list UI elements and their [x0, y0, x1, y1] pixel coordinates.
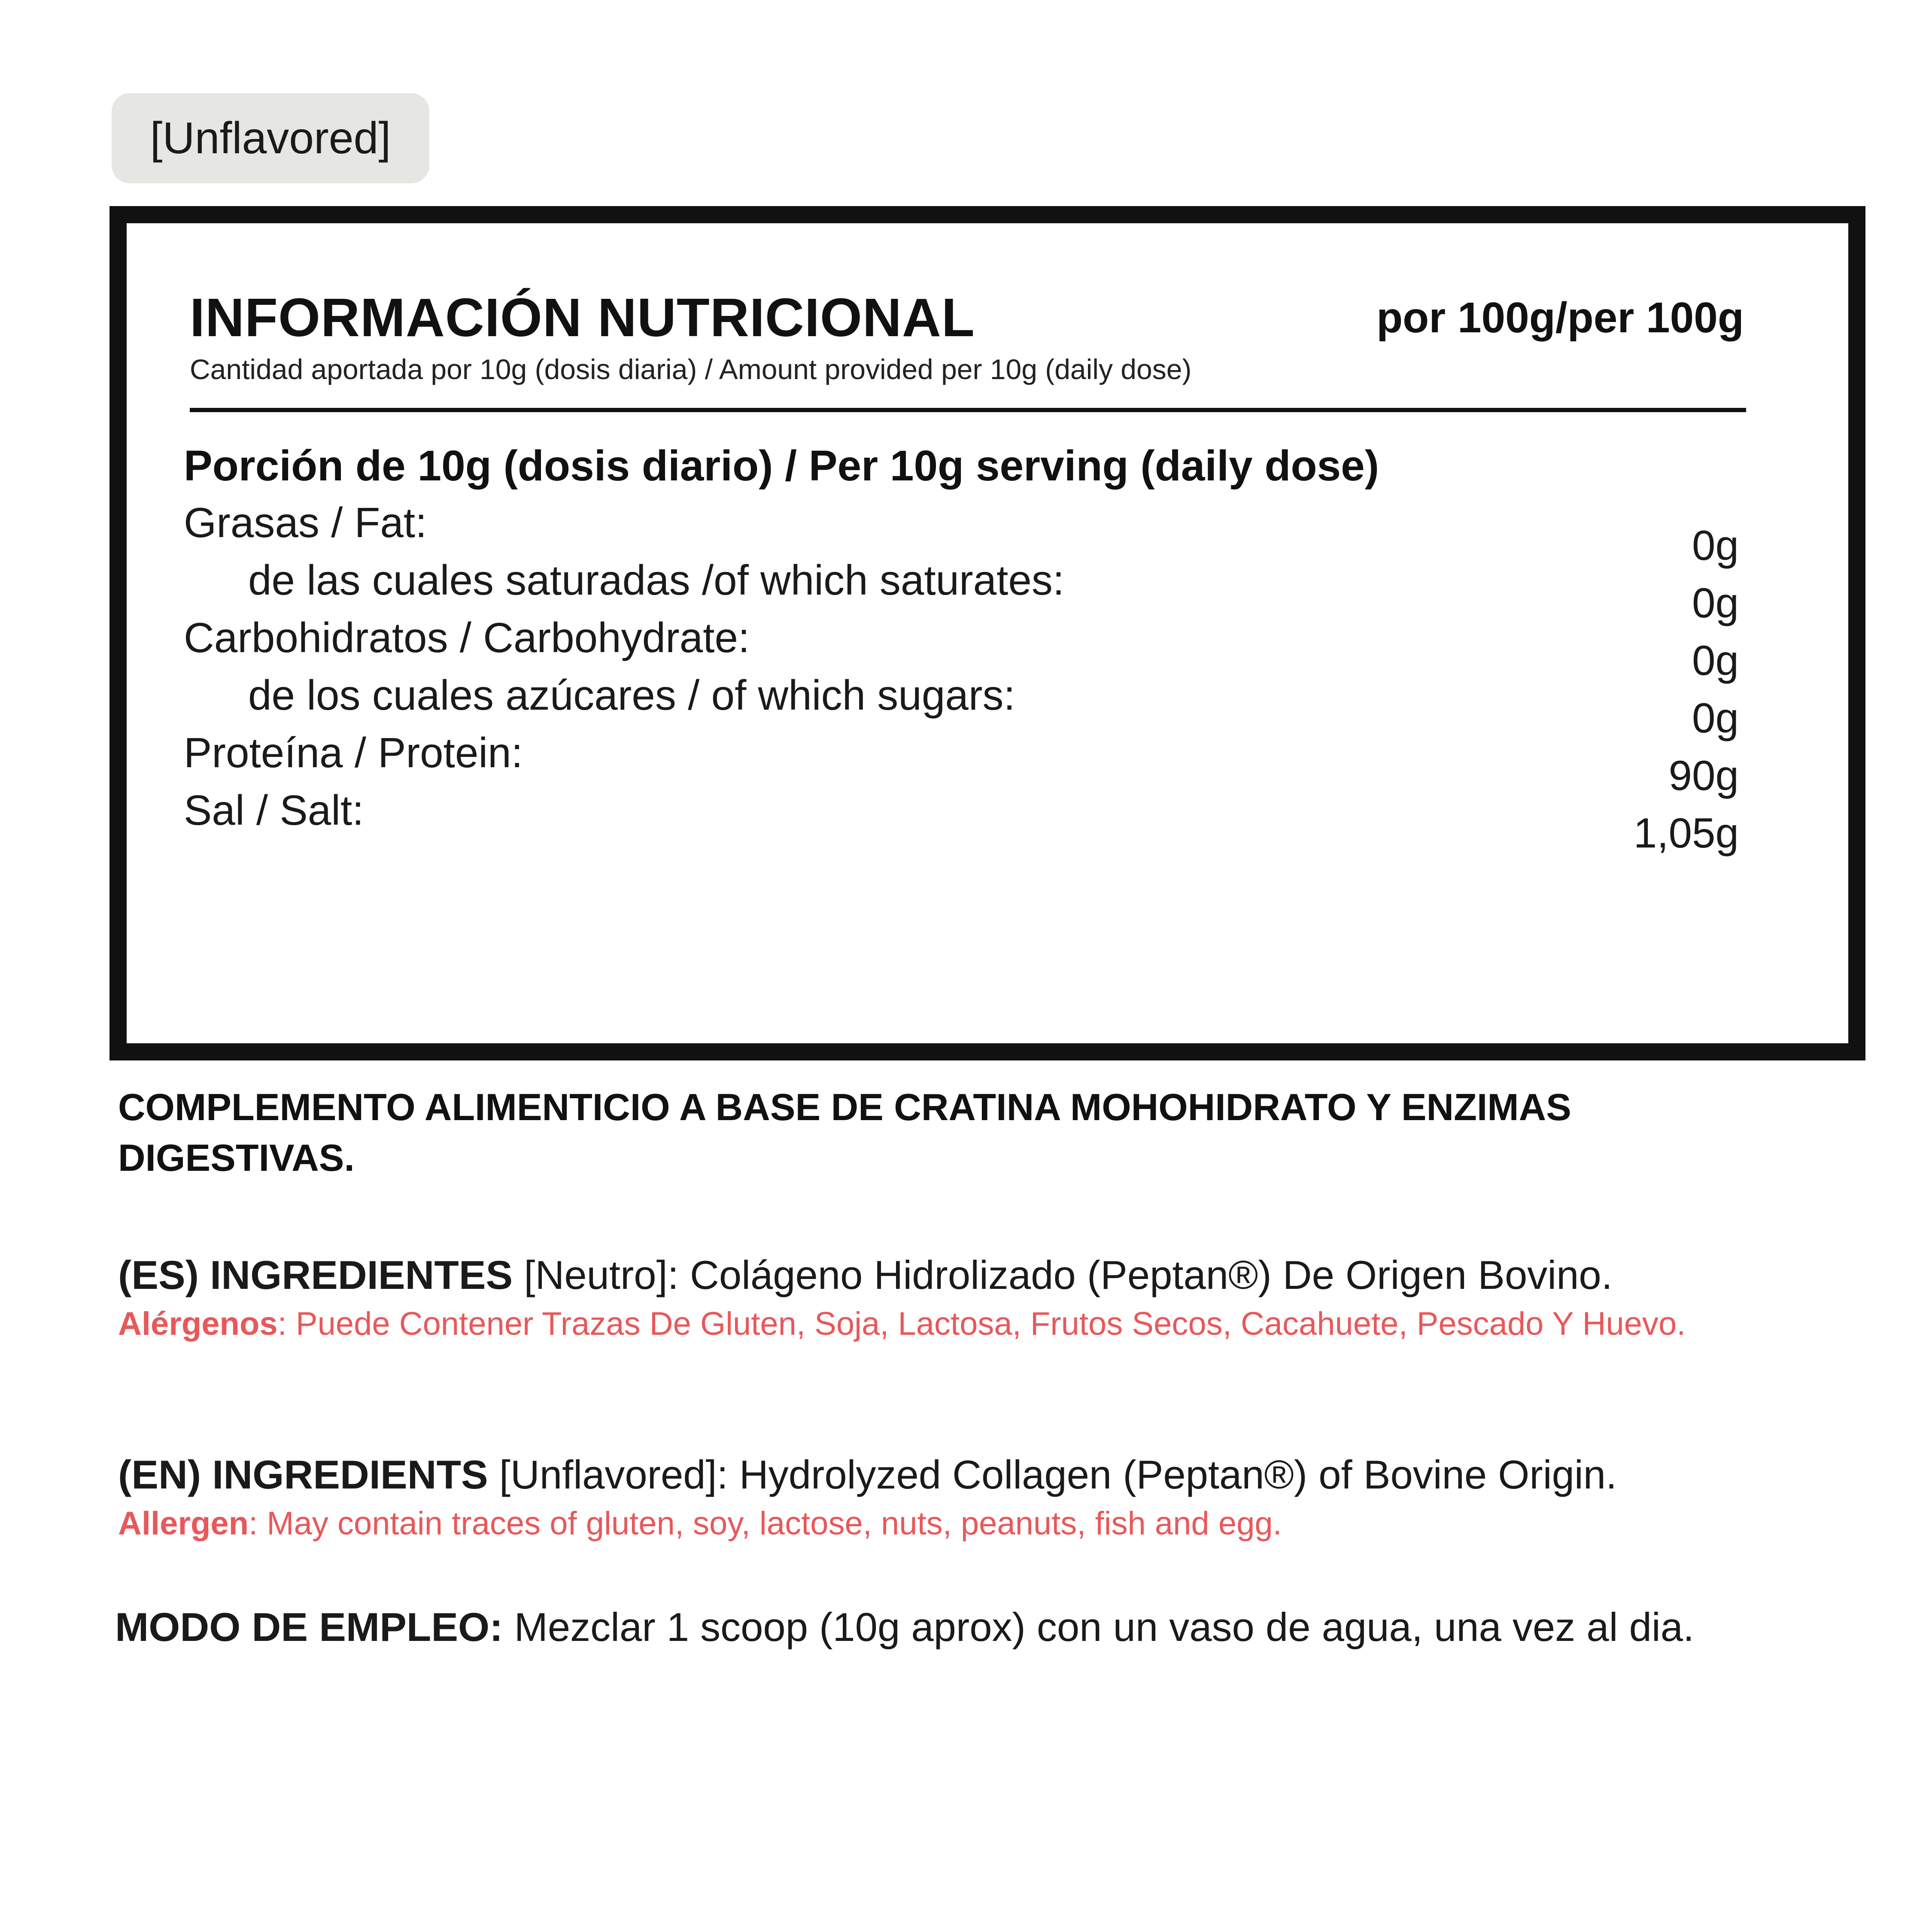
- ingredients-en-line: [118, 1447, 1801, 1503]
- nutrient-value-salt: 1,05g: [1633, 809, 1739, 857]
- allergens-en-text: : May contain traces of gluten, soy, lactose, nuts, peanuts, fish and egg.: [249, 1505, 1282, 1542]
- nutrition-divider: [190, 408, 1746, 412]
- nutrient-value-carbohydrate: 0g: [1692, 637, 1739, 684]
- nutrient-label-fat: Grasas / Fat:: [184, 499, 427, 546]
- supplement-description: COMPLEMENTO ALIMENTICIO A BASE DE CRATINA MOHOHIDRATO Y ENZIMAS DIGESTIVAS.: [118, 1086, 1571, 1179]
- nutrient-labels: [184, 494, 1472, 839]
- ingredients-es-heading: (ES) INGREDIENTES: [118, 1252, 513, 1297]
- usage-instructions: [115, 1599, 1694, 1655]
- usage-text: Mezclar 1 scoop (10g aprox) con un vaso de agua, una vez al dia.: [503, 1604, 1695, 1649]
- nutrient-value-sugars: 0g: [1692, 694, 1739, 741]
- nutrient-label-protein: Proteína / Protein:: [184, 729, 523, 776]
- flavor-tag: [Unflavored]: [112, 93, 429, 183]
- allergens-es-text: : Puede Contener Trazas De Gluten, Soja, Lactosa, Frutos Secos, Cacahuete, Pescado Y Huevo.: [277, 1306, 1686, 1342]
- allergens-es-label: Alérgenos: [118, 1306, 278, 1342]
- allergens-es-line: [118, 1303, 1801, 1345]
- nutrient-label-saturates: de las cuales saturadas /of which saturates:: [248, 556, 1065, 604]
- usage-label: MODO DE EMPLEO:: [115, 1604, 503, 1649]
- serving-heading: Porción de 10g (dosis diario) / Per 10g serving (daily dose): [184, 442, 1379, 490]
- allergens-en-label: Allergen: [118, 1505, 249, 1542]
- per-100g-label: por 100g/per 100g: [1376, 294, 1744, 342]
- ingredients-es-text: [Neutro]: Colágeno Hidrolizado (Peptan®) De Origen Bovino.: [513, 1252, 1613, 1297]
- nutrient-value-saturates: 0g: [1692, 579, 1739, 626]
- nutrient-label-salt: Sal / Salt:: [184, 787, 364, 834]
- nutrient-label-sugars: de los cuales azúcares / of which sugars:: [248, 671, 1015, 719]
- allergens-en-line: [118, 1503, 1801, 1545]
- nutrient-value-fat: 0g: [1692, 522, 1739, 569]
- nutrient-value-protein: 90g: [1668, 752, 1739, 799]
- nutrient-label-carbohydrate: Carbohidratos / Carbohydrate:: [184, 614, 750, 661]
- ingredients-en-heading: (EN) INGREDIENTS: [118, 1452, 488, 1497]
- ingredients-es-line: [118, 1247, 1801, 1303]
- ingredients-es-section: [118, 1247, 1801, 1345]
- ingredients-en-section: [118, 1447, 1801, 1545]
- ingredients-en-text: [Unflavored]: Hydrolyzed Collagen (Peptan®) of Bovine Origin.: [488, 1452, 1617, 1497]
- nutrition-title: INFORMACIÓN NUTRICIONAL: [190, 287, 975, 348]
- nutrient-values: [1481, 516, 1739, 862]
- nutrition-subtitle: Cantidad aportada por 10g (dosis diaria) / Amount provided per 10g (daily dose): [190, 353, 1192, 385]
